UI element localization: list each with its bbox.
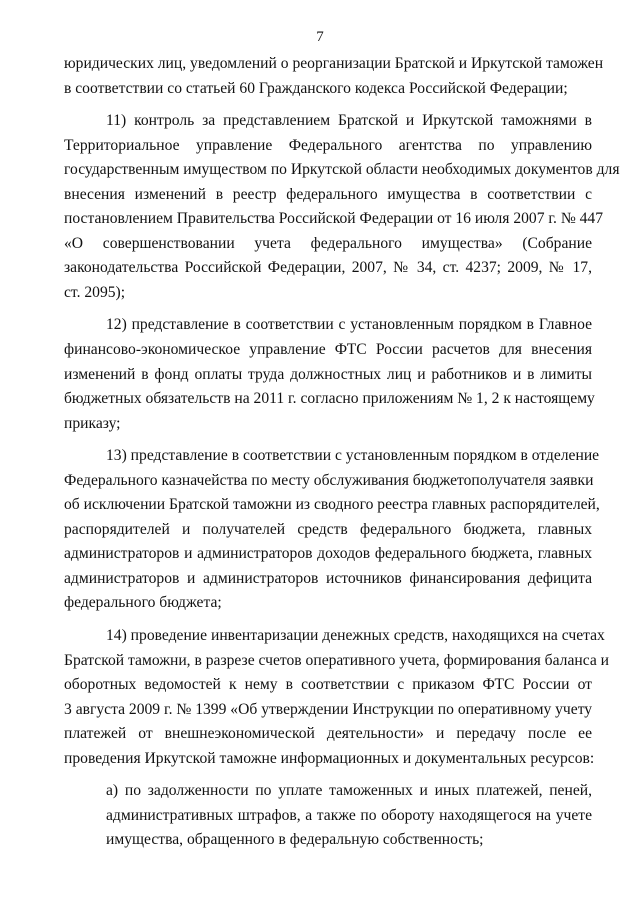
page-number: 7 [316,29,324,45]
text-line: Федерального казначейства по месту обслуживания бюджетополучателя заявки [64,471,594,489]
text-line: 13) представление в соответствии с установленным порядком в отделение [106,447,600,465]
text-line: Территориальное управление Федерального агентства по управлению [64,136,592,154]
text-line: Братской таможни, в разрезе счетов оперативного учета, формирования баланса и [64,651,610,669]
text-line: а) по задолженности по уплате таможенных и иных платежей, пеней, [106,782,592,800]
text-line: имущества, обращенного в федеральную собственность; [106,831,484,849]
text-line: об исключении Братской таможни из сводного реестра главных распорядителей, [64,496,600,514]
text-line: федерального бюджета; [64,594,222,612]
text-line: 12) представление в соответствии с установленным порядком в Главное [106,316,592,334]
paragraph-item-12 [64,313,595,436]
text-line: «О совершенствовании учета федерального имущества» (Собрание [64,234,592,252]
text-line: внесения изменений в реестр федерального имущества в соответствии с [64,185,592,203]
text-line: постановлением Правительства Российской Федерации от 16 июля 2007 г. № 447 [64,210,604,228]
text-line: оборотных ведомостей к нему в соответствии с приказом ФТС России от [64,676,592,694]
text-line: платежей от внешнеэкономической деятельности» и передачу после ее [64,725,592,743]
text-line: законодательства Российской Федерации, 2007, № 34, ст. 4237; 2009, № 17, [64,259,592,277]
text-line: администраторов и администраторов источников финансирования дефицита [64,569,592,587]
text-line: финансово-экономическое управление ФТС России расчетов для внесения [64,341,592,359]
text-line: проведения Иркутской таможне информационных и документальных ресурсов: [64,749,595,767]
text-line: государственным имуществом по Иркутской области необходимых документов для [64,161,620,179]
text-line: юридических лиц, уведомлений о реорганизации Братской и Иркутской таможен [64,55,604,72]
text-line: в соответствии со статьей 60 Гражданского кодекса Российской Федерации; [64,79,568,97]
text-line: бюджетных обязательств на 2011 г. согласно приложениям № 1, 2 к настоящему [64,390,595,408]
paragraph-item-14a [64,779,592,853]
text-line: административных штрафов, а также по обороту находящегося на учете [106,806,592,824]
text-line: ст. 2095); [64,283,126,301]
text-line: 3 августа 2009 г. № 1399 «Об утверждении Инструкции по оперативному учету [64,700,593,718]
text-line: администраторов и администраторов доходов федерального бюджета, главных [64,545,592,563]
text-line: 14) проведение инвентаризации денежных средств, находящихся на счетах [106,627,605,645]
text-line: распорядителей и получателей средств федерального бюджета, главных [64,520,592,538]
paragraph-intro [64,52,604,101]
paragraph-item-13 [64,444,600,616]
text-line: 11) контроль за представлением Братской и Иркутской таможнями в [106,112,592,130]
text-line: приказу; [64,414,121,432]
paragraph-item-14 [64,624,610,771]
paragraph-item-11 [64,109,620,305]
document-body [64,52,620,853]
text-line: изменений в фонд оплаты труда должностных лиц и работников и в лимиты [64,365,592,383]
